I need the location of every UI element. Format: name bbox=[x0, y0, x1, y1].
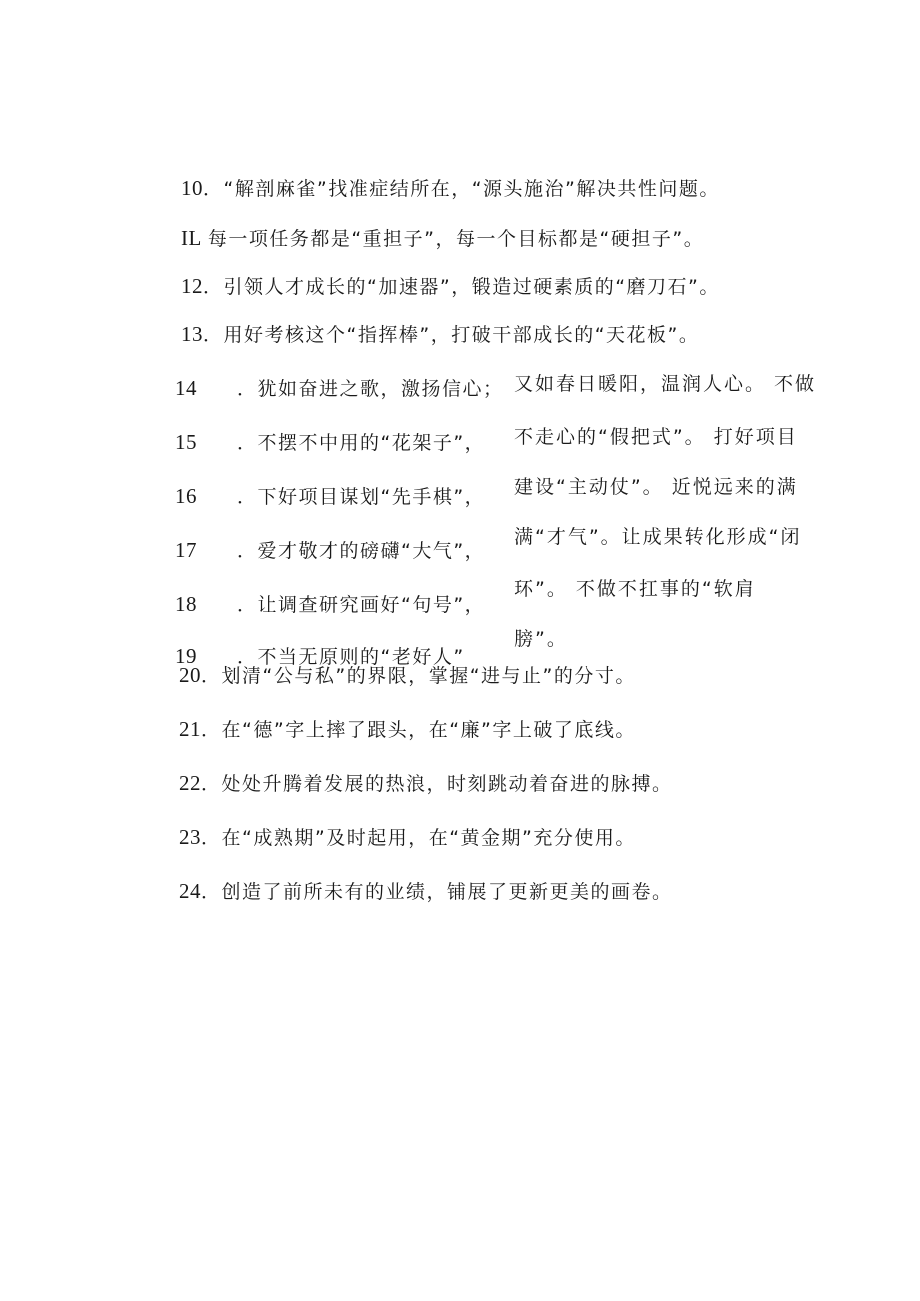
item-number: 22 bbox=[179, 771, 201, 795]
list-item-23 bbox=[179, 827, 636, 848]
item-separator: ． bbox=[201, 773, 222, 795]
item-number: 21 bbox=[179, 717, 201, 741]
item-text: 引领人才成长的“加速器”，锻造过硬素质的“磨刀石”。 bbox=[223, 276, 720, 298]
item-text: 在“德”字上摔了跟头，在“廉”字上破了底线。 bbox=[221, 719, 636, 741]
item-separator: ． bbox=[203, 178, 224, 200]
item-number: 18 bbox=[175, 592, 197, 616]
item-number: 10 bbox=[181, 176, 203, 200]
item-separator: ． bbox=[203, 276, 224, 298]
item-separator: ． bbox=[201, 881, 222, 903]
item-number: 17 bbox=[175, 538, 197, 562]
item-separator: ． bbox=[201, 719, 222, 741]
split-right-line-2: 不走心的“假把式”。 打好项目 bbox=[514, 426, 798, 448]
item-text: “解剖麻雀”找准症结所在，“源头施治”解决共性问题。 bbox=[223, 178, 720, 200]
list-item-12 bbox=[181, 276, 720, 297]
item-text: ．不摆不中用的“花架子”， bbox=[237, 432, 486, 454]
list-item-13 bbox=[181, 324, 699, 345]
list-item-19 bbox=[175, 646, 465, 667]
item-number: 13 bbox=[181, 322, 203, 346]
item-separator: ． bbox=[203, 324, 224, 346]
item-text: 划清“公与私”的界限，掌握“进与止”的分寸。 bbox=[221, 665, 636, 687]
item-number: 19 bbox=[175, 644, 197, 668]
list-item-17 bbox=[175, 540, 485, 561]
list-item-10 bbox=[181, 178, 720, 199]
split-right-line-4: 满“才气”。让成果转化形成“闭 bbox=[514, 526, 802, 548]
list-item-16 bbox=[175, 486, 485, 507]
item-separator: ． bbox=[201, 665, 222, 687]
split-right-line-1: 又如春日暖阳，温润人心。 不做 bbox=[514, 373, 817, 395]
split-right-line-5: 环”。 不做不扛事的“软肩 bbox=[514, 578, 756, 600]
item-number: 23 bbox=[179, 825, 201, 849]
item-number: 15 bbox=[175, 430, 197, 454]
item-text: ．爱才敬才的磅礴“大气”， bbox=[237, 540, 486, 562]
list-item-15 bbox=[175, 432, 485, 453]
item-text: 处处升腾着发展的热浪，时刻跳动着奋进的脉搏。 bbox=[221, 773, 673, 795]
list-item-14 bbox=[175, 378, 504, 399]
list-item-21 bbox=[179, 719, 636, 740]
item-text: ．不当无原则的“老好人” bbox=[237, 646, 465, 668]
item-text: ．让调查研究画好“句号”， bbox=[237, 594, 486, 616]
split-left-column bbox=[175, 362, 505, 668]
item-text: ．犹如奋进之歌，激扬信心； bbox=[237, 378, 504, 400]
list-item-11 bbox=[181, 228, 704, 249]
item-number: 16 bbox=[175, 484, 197, 508]
item-number: 20 bbox=[179, 663, 201, 687]
item-number: IL bbox=[181, 226, 202, 250]
list-item-22 bbox=[179, 773, 673, 794]
item-text: 创造了前所未有的业绩，铺展了更新更美的画卷。 bbox=[221, 881, 673, 903]
list-item-18 bbox=[175, 594, 485, 615]
item-number: 24 bbox=[179, 879, 201, 903]
item-text: 每一项任务都是“重担子”，每一个目标都是“硬担子”。 bbox=[207, 228, 705, 250]
item-number: 14 bbox=[175, 376, 197, 400]
split-right-line-6: 膀”。 bbox=[514, 628, 568, 650]
split-right-line-3: 建设“主动仗”。 近悦远来的满 bbox=[514, 476, 798, 498]
item-separator: ． bbox=[201, 827, 222, 849]
list-item-24 bbox=[179, 881, 673, 902]
item-text: 用好考核这个“指挥棒”，打破干部成长的“天花板”。 bbox=[223, 324, 700, 346]
item-text: 在“成熟期”及时起用，在“黄金期”充分使用。 bbox=[221, 827, 636, 849]
item-number: 12 bbox=[181, 274, 203, 298]
list-item-20 bbox=[179, 665, 636, 686]
item-text: ．下好项目谋划“先手棋”， bbox=[237, 486, 486, 508]
